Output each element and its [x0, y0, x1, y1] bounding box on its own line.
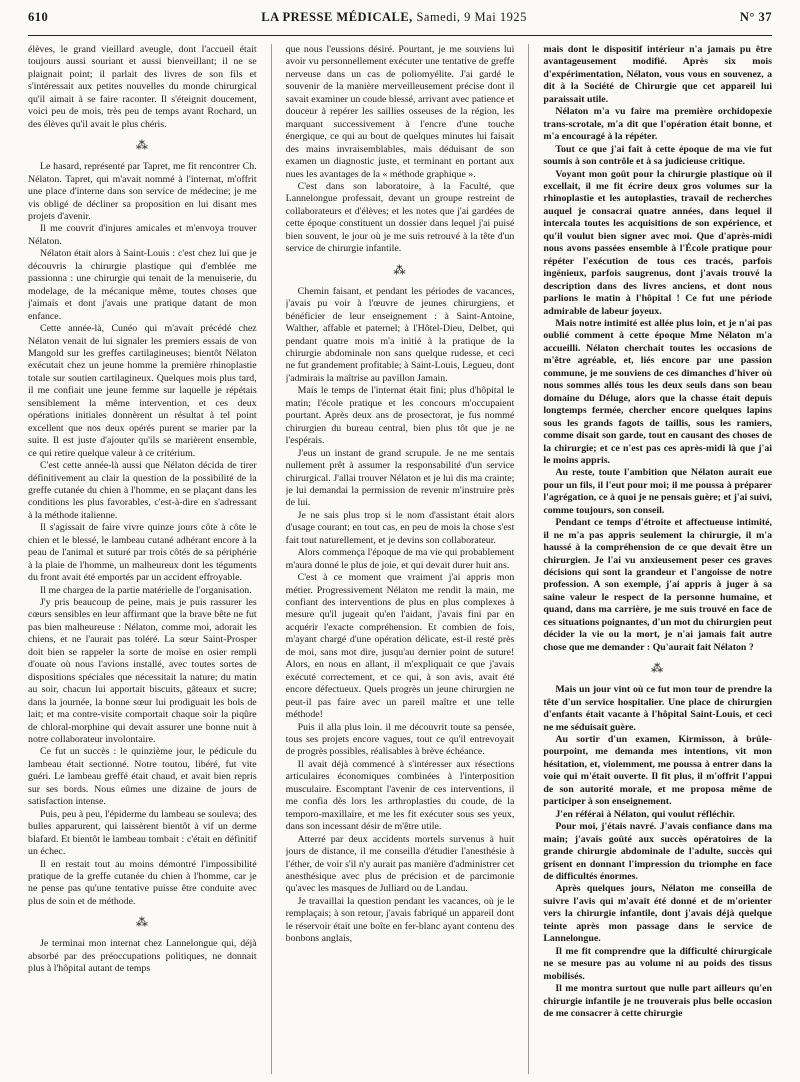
article-columns — [28, 44, 772, 1074]
paragraph: Il me fit comprendre que la difficulté chirurgicale ne se mesure pas au volume ni au poids des tissus mobilisés. — [543, 945, 772, 982]
journal-title: LA PRESSE MÉDICALE, — [261, 10, 413, 24]
paragraph: C'est cette année-là aussi que Nélaton décida de tirer définitivement au clair la question de la possibilité de la greffe cutanée du chien à l'homme, en se plaçant dans les conditions les plus favorables, c'est-à-dire en s'adressant à la méthode italienne. — [28, 460, 257, 521]
paragraph: Au sortir d'un examen, Kirmisson, à brûle-pourpoint, me demanda mes intentions, vit mon hésitation, et, violemment, me poussa à entrer dans la voie qui m'était ouverte. Il fit plus, il m'offrit l'appui de son autorité morale, et me proposa même de participer à son enseignement. — [543, 734, 772, 808]
paragraph: Il me chargea de la partie matérielle de l'organisation. — [40, 584, 252, 596]
paragraph: Puis il alla plus loin. il me découvrit toute sa pensée, tous ses projets encore vagues, tout ce qu'il entrevoyait de progrès possibles, réalisables à brève échéance. — [285, 721, 515, 758]
paragraph: Je ne sais plus trop si le nom d'assistant était alors d'usage courant; en tout cas, en peu de mois la chose s'est fait tout naturellement, et je devins son collaborateur. — [285, 509, 515, 546]
paragraph: mais dont le dispositif intérieur n'a jamais pu être avantageusement modifié. Après six mois d'expérimentation, Nélaton, vous vous en souvenez, a dit à la Société de Chirurgie que cet appareil lui paraissait utile. — [543, 44, 772, 105]
section-divider: ⁂ — [651, 661, 665, 676]
paragraph: Nélaton m'a vu faire ma première orchidopexie trans-scrotale, m'a dit que l'opération était bonne, et m'a encouragé à la répéter. — [543, 106, 772, 143]
column-1 — [28, 44, 257, 1074]
paragraph: J'y pris beaucoup de peine, mais je puis rassurer les cœurs sensibles en leur affirmant que la brave bête ne fut pas bien malheureuse : Nélaton, comme moi, adorait les chiens, et ne l'aurait pas toléré. La sœur Saint-Prosper doit bien se rappeler la sorte de moïse en osier rempli d'ouate où nous l'avions installé, avec toutes sortes de dispositions spéciales que nécessitait la nature; du matin au soir, chacun lui apportait biscuits, gâteaux et sucre; dans la journée, la bonne sœur lui prodiguait les bols de lait; et ma contre-visite comportait chaque soir la piqûre de chloral-morphine qui devait assurer une bonne nuit à notre collaborateur involontaire. — [28, 597, 257, 746]
paragraph: Il s'agissait de faire vivre quinze jours côte à côte le chien et le blessé, le lambeau cutané adhérant encore à la peau de l'animal et suturé par trois côtés de sa périphérie à la plaie de l'homme, un malheureux dont les téguments du front avait été emportés par un accident effroyable. — [28, 522, 257, 584]
issue-date: Samedi, 9 Mai 1925 — [416, 10, 527, 24]
paragraph: Je terminai mon internat chez Lannelongue qui, déjà absorbé par des préoccupations politiques, ne donnait plus à l'hôpital autant de temps — [28, 938, 257, 975]
paragraph: Le hasard, représenté par Tapret, me fit rencontrer Ch. Nélaton. Tapret, qui m'avait nommé à l'internat, m'offrit une place d'interne dans son service de médecine; je me vis obligé de décliner sa proposition en lui disant mes projets d'avenir. — [28, 161, 257, 222]
paragraph: Voyant mon goût pour la chirurgie plastique où il excellait, il me fit écrire deux gros volumes sur la rhinoplastie et les autoplasties, travail de recherches auquel je consacrai quatre années, dans lequel il intercala toutes les acquisitions de son expérience, et qu'il voulut bien signer avec moi. Que d'après-midi nous avons passées ensemble à l'École pratique pour répéter l'exécution de tous ces tracés, parfois ingénieux, parfois saugrenus, dont j'avais trouvé la description dans des livres anciens, et dont nous parlions le matin à l'hôpital ! Ce fut une période admirable de labeur joyeux. — [543, 168, 772, 317]
paragraph: que nous l'eussions désiré. Pourtant, je me souviens lui avoir vu personnellement exécuter une tentative de greffe nerveuse dans un cas de poliomyélite. J'ai gardé le souvenir de la manière merveilleusement précise dont il savait examiner un coude blessé, arrivant avec patience et douceur à repérer les saillies osseuses de la région, les marquant successivement à l'encre d'une touche énergique, ce qui au bout de quelques minutes lui faisait des mains invraisemblables, mais déduisant de son examen un diagnostic juste, et terminant en portant aux nues les avantages de la « méthode graphique ». — [285, 44, 515, 180]
section-divider: ⁂ — [135, 138, 149, 153]
paragraph: Après quelques jours, Nélaton me conseilla de suivre l'avis qui m'avait été donné et de m'orienter vers la chirurgie infantile, dont j'avais déjà quelque teinte après mon passage dans le service de Lannelongue. — [543, 883, 772, 945]
column-rule — [271, 44, 272, 1074]
paragraph: J'eus un instant de grand scrupule. Je ne me sentais nullement prêt à assumer la responsabilité d'un service chirurgical. J'allai trouver Nélaton et je lui dis ma crainte; je lui demandai la permission de revenir m'instruire près de lui. — [285, 447, 515, 509]
paragraph: Pendant ce temps d'étroite et affectueuse intimité, il ne m'a pas appris seulement la chirurgie, il m'a haussé à la compréhension de ce que devait être un chirurgien. Je l'ai vu anxieusement peser ces graves décisions qui sont la grandeur et l'angoisse de notre profession. A son exemple, j'ai appris à juger à sa saine valeur le respect de la personne humaine, et quand, dans ma carrière, je me suis trouvé en face de ces situations poignantes, d'un mot du chirurgien peut décider la vie ou la mort, je n'ai jamais fait autre chose que me demander : Qu'aurait fait Nélaton ? — [543, 517, 772, 653]
paragraph: Tout ce que j'ai fait à cette époque de ma vie fut soumis à son contrôle et à sa judicieuse critique. — [543, 143, 772, 168]
paragraph: Je travaillai la question pendant les vacances, où je le remplaçais; à son retour, j'avais fabriqué un appareil dont le réservoir était une boîte en fer-blanc ayant contenu des bonbons anglais, — [285, 895, 515, 945]
paragraph: Cette année-là, Cunéo qui m'avait précédé chez Nélaton venait de lui signaler les premiers essais de von Mangold sur les greffes cartilagineuses; bientôt Nélaton exécutait chez un jeune homme la première rhinoplastie totale sur soutien cartilagineux. Quelques mois plus tard, il me confiait une jeune femme sur laquelle je répétais sensiblement la même intervention, et ces deux opérations initiales donnèrent un résultat à tel point excellent que nos deux opérés purent se marier par la suite. Il est juste d'ajouter qu'ils se marièrent ensemble, ce qui retire quelque valeur à ce critérium. — [28, 323, 257, 459]
paragraph: J'en référai à Nélaton, qui voulut réfléchir. — [555, 808, 735, 820]
page-number: 610 — [28, 10, 49, 24]
column-rule — [528, 44, 529, 1074]
paragraph: Pour moi, j'étais navré. J'avais confiance dans ma main; j'avais goûté aux succès opératoires de la grande chirurgie abdominale de l'adulte, succès qui grisent en donnant l'impression du triomphe en face de difficultés énormes. — [543, 821, 772, 882]
paragraph: Chemin faisant, et pendant les périodes de vacances, j'avais pu voir à l'œuvre de jeunes chirurgiens, et bénéficier de leur enseignement : à Saint-Antoine, Walther, affable et paternel; à l'Hôtel-Dieu, Delbet, qui pendant quatre mois m'a initié à la pratique de la chirurgie abdominale non sans quelque rudesse, et ceci ne fut grandement profitable; à Saint-Louis, Legueu, dont j'admirais la maîtrise au pavillon Jamain. — [285, 285, 515, 384]
column-3 — [543, 44, 772, 1074]
paragraph: Ce fut un succès : le quinzième jour, le pédicule du lambeau était sectionné. Notre toutou, libéré, fut vite guéri. Le lambeau greffé était chaud, et avait bien repris sur ses bords. Nous eûmes une dizaine de jours de satisfaction intense. — [28, 746, 257, 808]
paragraph: Au reste, toute l'ambition que Nélaton aurait eue pour un fils, il l'eut pour moi; il me poussa à préparer l'agrégation, ce à quoi je ne pensais guère; et j'ai suivi, comme toujours, son conseil. — [543, 467, 772, 516]
paragraph: Mais le temps de l'internat était fini; plus d'hôpital le matin; l'école pratique et les concours m'occupaient pourtant. Après deux ans de prosectorat, je fus nommé chirurgien du bureau central, bien plus tôt que je ne l'espérais. — [285, 385, 515, 447]
column-2 — [286, 44, 515, 1074]
paragraph: Puis, peu à peu, l'épiderme du lambeau se souleva; des bulles apparurent, qui laissèrent bientôt à vif un derme blafard. Et bientôt le lambeau tombait : c'était en définitif un échec. — [28, 808, 257, 858]
paragraph: Alors commença l'époque de ma vie qui probablement m'aura donné le plus de joie, et qui devait durer huit ans. — [285, 547, 515, 571]
paragraph: C'est à ce moment que vraiment j'ai appris mon métier. Progressivement Nélaton me rendit la main, me confiant des interventions de plus en plus complexes à mesure qu'il jugeait qu'en l'aidant, j'avais fini par en acquérir l'exacte compréhension. Et combien de fois, m'ayant chargé d'une opération délicate, est-il resté près de moi, sans mot dire, jusqu'au dernier point de suture! Alors, en nous en allant, il m'expliquait ce que j'avais exécuté correctement, et ce qui, à son avis, avait été encore défectueux. Quels progrès un jeune chirurgien ne peut-il pas faire avec un pareil maître et une telle méthode! — [285, 572, 515, 721]
paragraph: Atterré par deux accidents mortels survenus à huit jours de distance, il me conseilla d'étudier l'anesthésie à l'éther, de voir s'il n'y aurait pas manière d'administrer cet anesthésique avec plus de précision et de parcimonie qu'avec les masques de Julliard ou de Landau. — [285, 833, 515, 895]
page-header — [28, 0, 772, 36]
paragraph: Mais un jour vint où ce fut mon tour de prendre la tête d'un service hospitalier. Une place de chirurgien d'enfants était vacante à l'hôpital Saint-Louis, et ceci ne me séduisait guère. — [543, 684, 772, 733]
paragraph: Il me montra surtout que nulle part ailleurs qu'en chirurgie infantile je ne trouverais plus belle occasion de me consacrer à cette chirurgie — [543, 983, 772, 1019]
masthead — [261, 10, 527, 25]
paragraph: Il en restait tout au moins démontré l'impossibilité pratique de la greffe cutanée du chien à l'homme, car je ne pense pas qu'une tentative puisse être conduite avec plus de soin et de méthode. — [28, 858, 257, 907]
paragraph: Nélaton était alors à Saint-Louis : c'est chez lui que je découvris la chirurgie plastique qui d'emblée me passionna : une chirurgie qui tenait de la menuiserie, du modelage, de la mécanique même, toutes choses que j'aimais et dont j'avais une pratique datant de mon enfance. — [28, 248, 257, 322]
paragraph: Mais notre intimité est allée plus loin, et je n'ai pas oublié comment à cette époque Mme Nélaton m'a accueilli. Nélaton cherchait toutes les occasions de m'être agréable, et, liés encore par une passion commune, je me souviens de ces dimanches d'hiver où nous sommes allés tous les deux seuls dans son beau domaine du Déluge, alors que la chasse était depuis longtemps fermée, chercher encore quelques lapins sous les grands fagots de taillis, sous les ramiers, comme disait son garde, tout en causant des choses de la chirurgie; et ce n'est pas ces après-midi là que j'ai le moins appris. — [543, 317, 772, 466]
paragraph: Il me couvrit d'injures amicales et m'envoya trouver Nélaton. — [28, 223, 257, 247]
section-divider: ⁂ — [393, 262, 407, 277]
paragraph: élèves, le grand vieillard aveugle, dont l'accueil était toujours aussi souriant et aussi bienveillant; il ne se plaignait point; il parlait des livres de son fils et s'intéressait aux petites nouvelles du monde chirurgical qu'il aimait à se faire raconter. Il s'éteignit doucement, voici peu de mois, très peu de temps avant Rochard, un des élèves qu'il avait le plus chéris. — [28, 44, 257, 130]
paragraph: Il avait déjà commencé à s'intéresser aux résections articulaires économiques combinées à l'interposition musculaire. Escomptant l'avenir de ces interventions, il me confia dès lors les arthroplasties du coude, de la temporo-maxillaire, et me les fit exécuter sous ses yeux, dans son incessant désir de m'être utile. — [285, 758, 515, 833]
issue-number: N° 37 — [739, 10, 772, 24]
paragraph: C'est dans son laboratoire, à la Faculté, que Lannelongue professait, devant un groupe restreint de collaborateurs et d'élèves; et les notes que j'ai gardées de cette époque constituent un dossier dans lequel j'ai puisé bien souvent, le jour où je me suis retrouvé à la tête d'un service de chirurgie infantile. — [285, 180, 515, 255]
section-divider: ⁂ — [135, 915, 149, 930]
